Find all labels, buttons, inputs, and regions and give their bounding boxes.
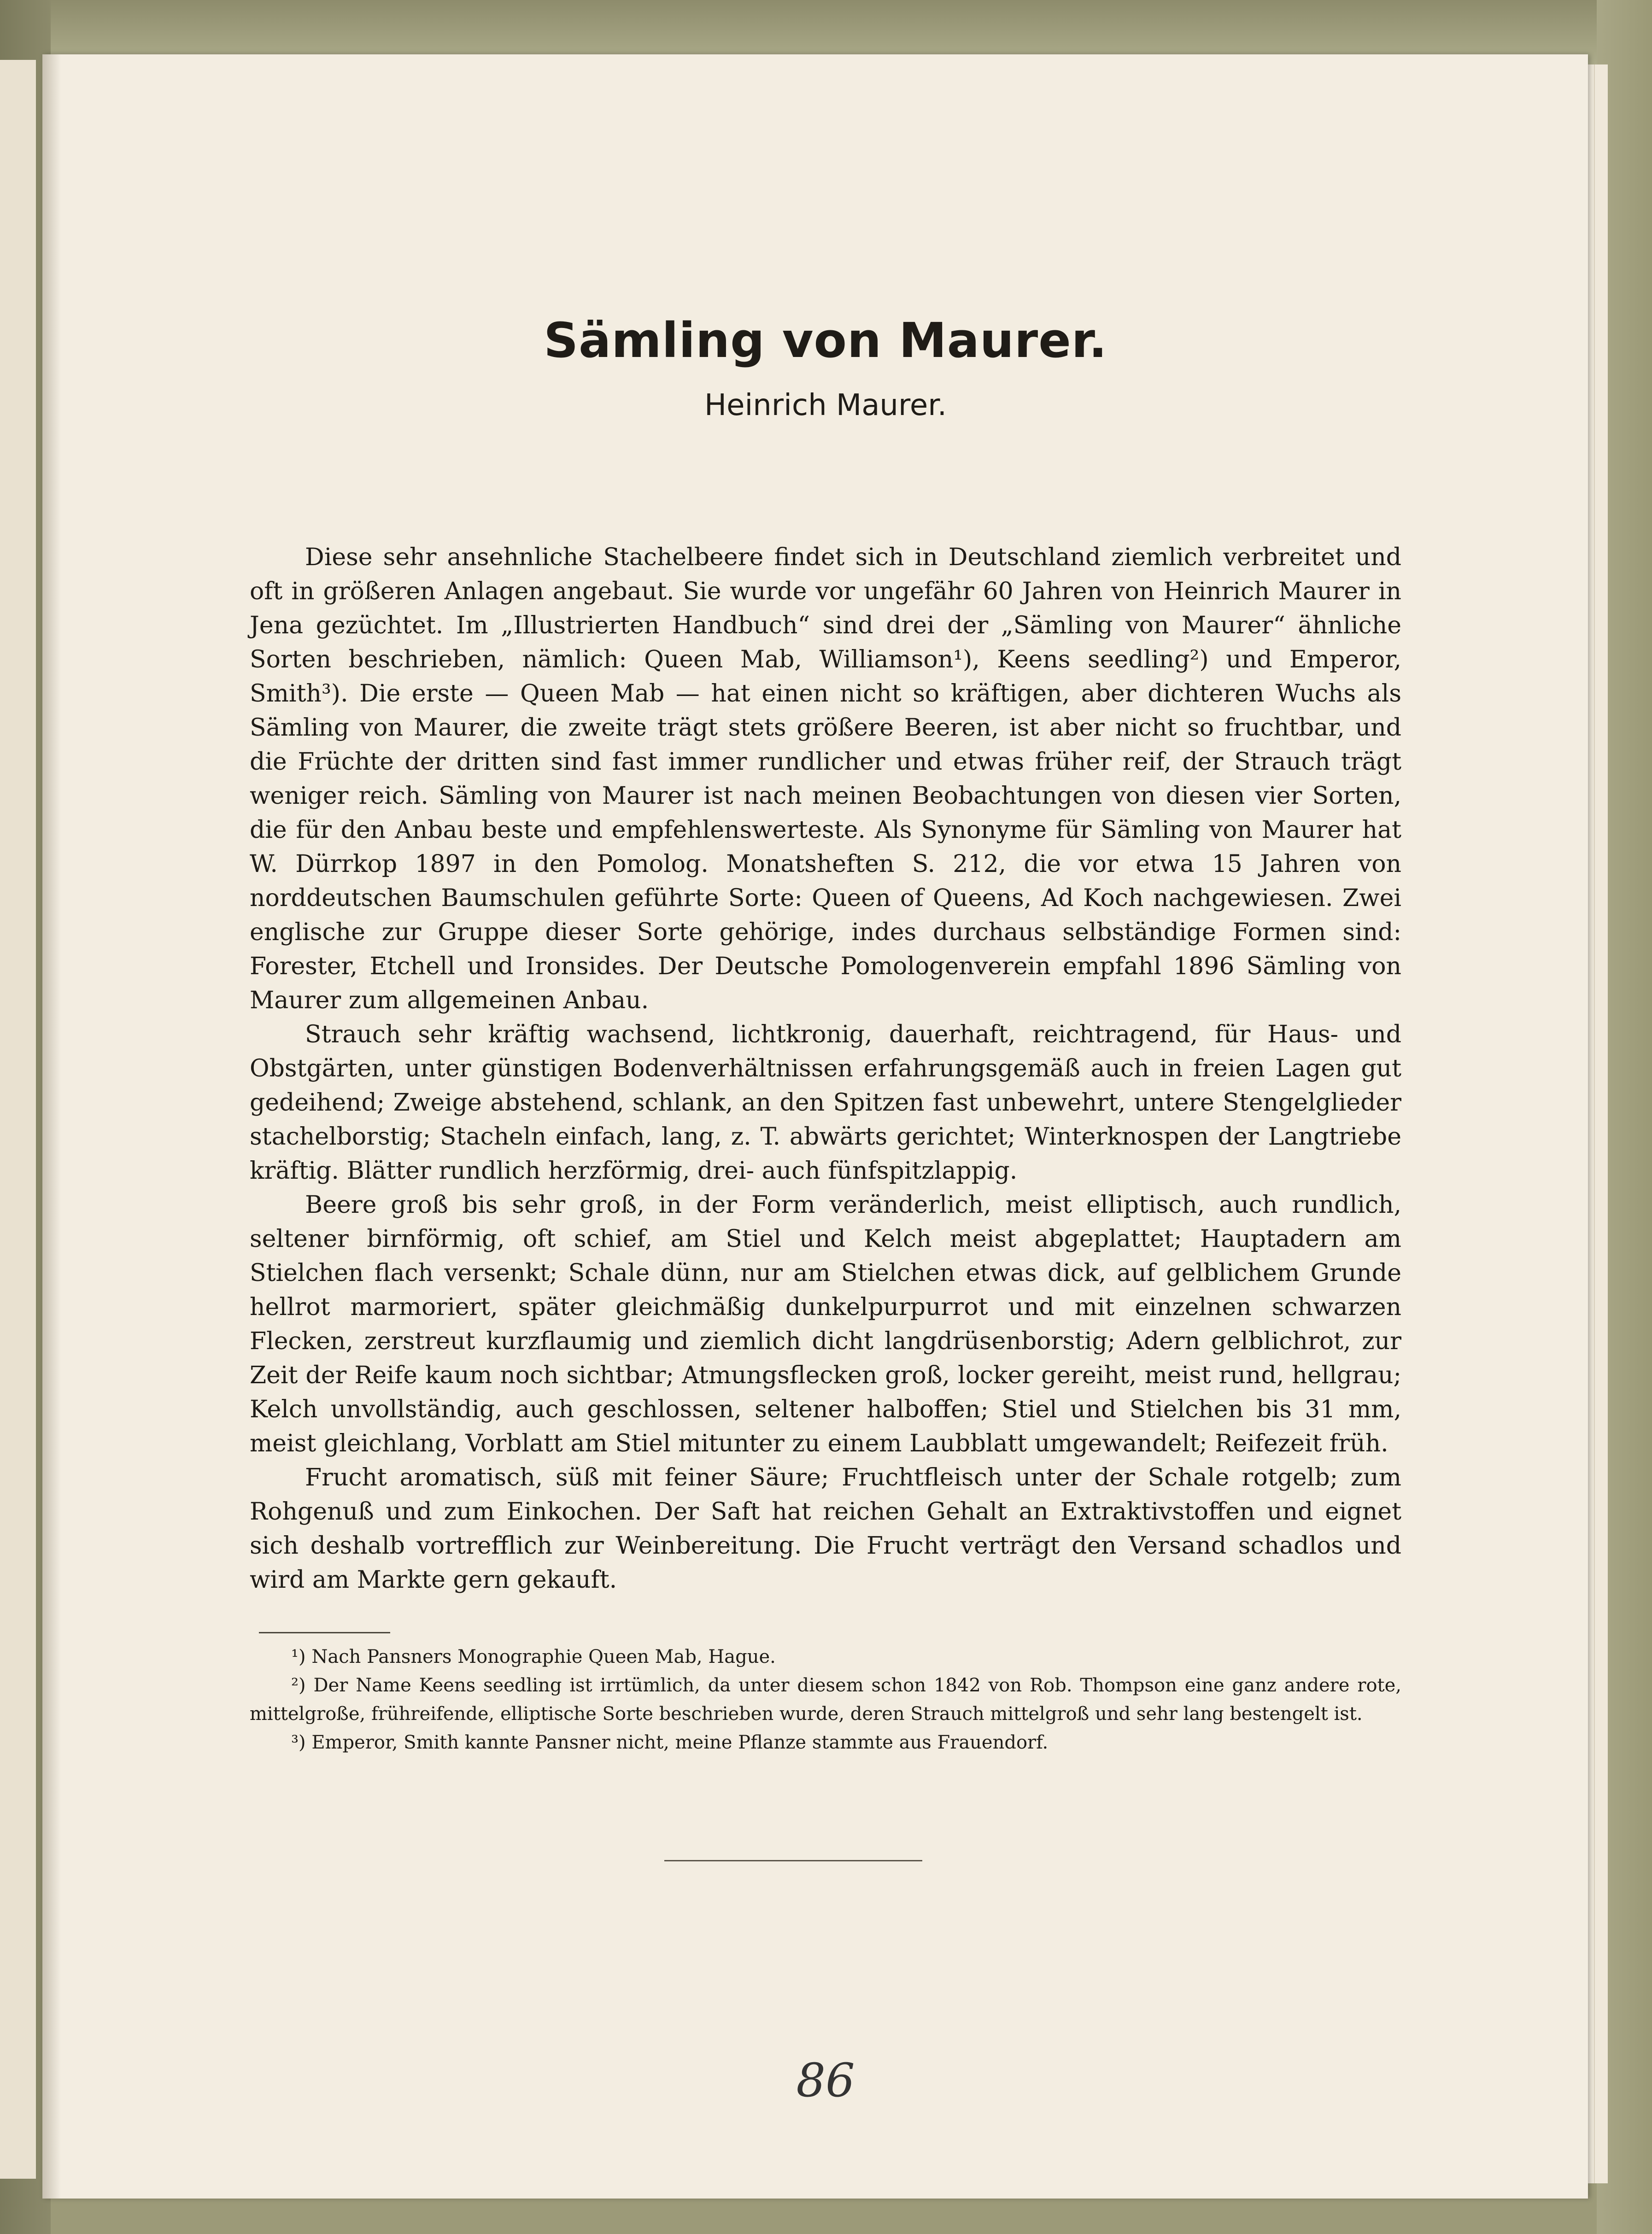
paragraph-introduction: Diese sehr ansehnliche Stachelbeere findet sich in Deutschland ziemlich verbreitet und oft in größeren Anlagen angebaut. Sie wurde vor ungefähr 60 Jahren von Heinrich Maurer in Jena gezüchtet. Im „Illustrierten Handbuch“ sind drei der „Sämling von Maurer“ ähnliche Sorten beschrieben, nämlich: Queen Mab, Williamson¹), Keens seedling²) und Emperor, Smith³). Die erste — Queen Mab — hat einen nicht so kräftigen, aber dichteren Wuchs als Sämling von Maurer, die zweite trägt stets größere Beeren, ist aber nicht so fruchtbar, und die Früchte der dritten sind fast immer rundlicher und etwas früher reif, der Strauch trägt weniger reich. Sämling von Maurer ist nach meinen Beobachtungen von diesen vier Sorten, die für den Anbau beste und empfehlenswerteste. Als Synonyme für Sämling von Maurer hat W. Dürrkop 1897 in den Pomolog. Monatsheften S. 212, die vor etwa 15 Jahren von norddeutschen Baumschulen geführte Sorte: Queen of Queens, Ad Koch nachgewiesen. Zwei englische zur Gruppe dieser Sorte gehörige, indes durchaus selbständige Formen sind: Forester, Etchell und Ironsides. Der Deutsche Pomologenverein empfahl 1896 Sämling von Maurer zum allgemeinen Anbau. [250,544,1401,1014]
section-end-rule [664,1860,922,1861]
footnote-3: ³) Emperor, Smith kannte Pansner nicht, meine Pflanze stammte aus Frauendorf. [291,1732,1049,1753]
footnote-divider [259,1632,390,1633]
author-name: Heinrich Maurer. [704,388,947,422]
footnote-2: ²) Der Name Keens seedling ist irrtümlich, da unter diesem schon 1842 von Rob. Thompson eine ganz andere rote, mittelgroße, frühreifende, elliptische Sorte beschrieben wurde, deren Strauch mittelgroß und sehr lang bestengelt ist. [250,1675,1401,1725]
paragraph-shrub: Strauch sehr kräftig wachsend, lichtkronig, dauerhaft, reichtragend, für Haus- und Obstgärten, unter günstigen Bodenverhältnissen erfahrungsgemäß auch in freien Lagen gut gedeihend; Zweige abstehend, schlank, an den Spitzen fast unbewehrt, untere Stengelglieder stachelborstig; Stacheln einfach, lang, z. T. abwärts gerichtet; Winterknospen der Langtriebe kräftig. Blätter rundlich herzförmig, drei- auch fünfspitzlappig. [250,1021,1401,1185]
binding-shadow [42,54,61,2199]
page-title: Sämling von Maurer. [544,312,1107,368]
page-edge-sheet [1594,64,1608,2183]
paragraph-berry: Beere groß bis sehr groß, in der Form veränderlich, meist elliptisch, auch rundlich, seltener birnförmig, oft schief, am Stiel und Kelch meist abgeplattet; Hauptadern am Stielchen flach versenkt; Schale dünn, nur am Stielchen etwas dick, auf gelblichem Grunde hellrot marmoriert, später gleichmäßig dunkelpurpurrot und mit einzelnen schwarzen Flecken, zerstreut kurzflaumig und ziemlich dicht langdrüsenborstig; Adern gelblichrot, zur Zeit der Reife kaum noch sichtbar; Atmungsflecken groß, locker gereiht, meist rund, hellgrau; Kelch unvollständig, auch geschlossen, seltener halboffen; Stiel und Stielchen bis 31 mm, meist gleichlang, Vorblatt am Stiel mitunter zu einem Laubblatt umgewandelt; Reifezeit früh. [250,1191,1401,1457]
footnote-1: ¹) Nach Pansners Monographie Queen Mab, Hague. [291,1646,776,1667]
body-text [250,540,1401,1597]
page [42,54,1588,2199]
page-number: 86 [796,2053,855,2107]
footnotes [250,1643,1401,1757]
paragraph-fruit: Frucht aromatisch, süß mit feiner Säure; Fruchtfleisch unter der Schale rotgelb; zum Rohgenuß und zum Einkochen. Der Saft hat reichen Gehalt an Extraktivstoffen und eignet sich deshalb vortrefflich zur Weinbereitung. Die Frucht verträgt den Versand schadlos und wird am Markte gern gekauft. [250,1464,1401,1594]
facing-page-edge [0,60,36,2179]
